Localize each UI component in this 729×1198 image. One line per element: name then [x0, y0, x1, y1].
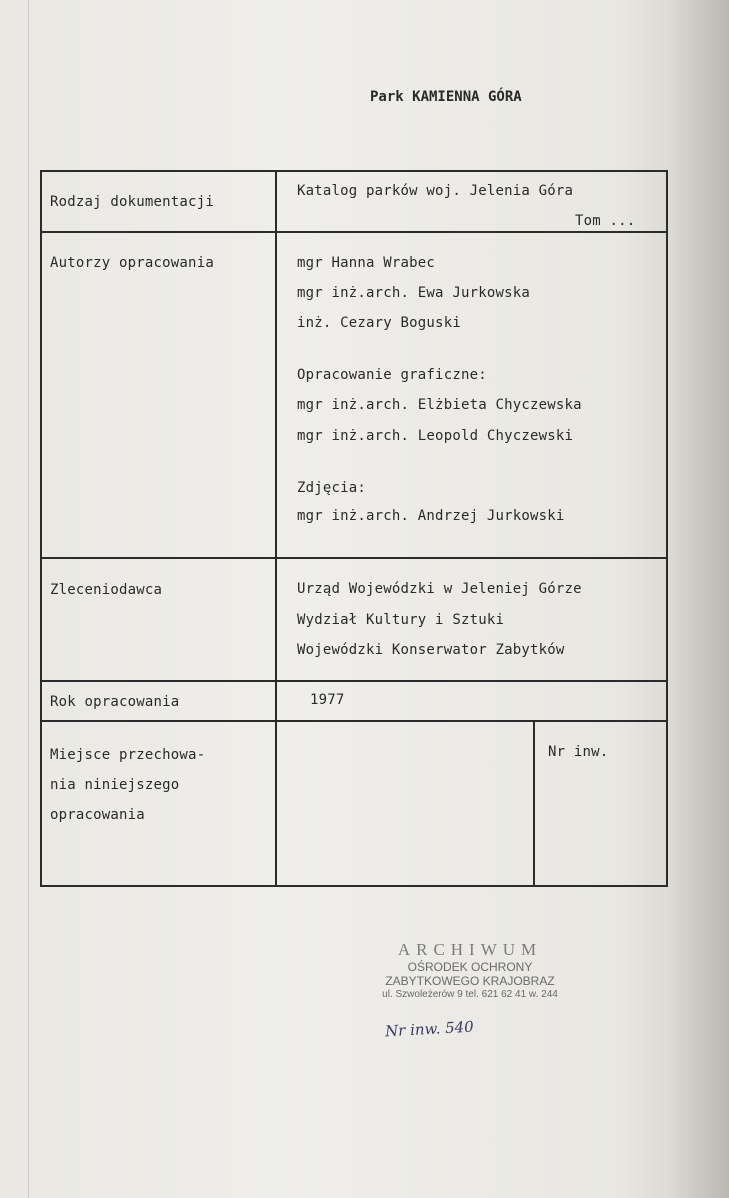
autor-line: mgr inż.arch. Elżbieta Chyczewska — [297, 397, 582, 413]
autor-line: mgr inż.arch. Leopold Chyczewski — [297, 428, 574, 444]
miejsce-label-line: nia niniejszego — [50, 777, 180, 793]
rodzaj-label: Rodzaj dokumentacji — [50, 194, 214, 210]
table-nr-divider — [533, 720, 535, 887]
miejsce-label-line: Miejsce przechowa- — [50, 747, 206, 763]
table-row-divider-1 — [40, 231, 668, 233]
stamp-line: OŚRODEK OCHRONY — [407, 960, 533, 974]
zleceniodawca-line: Urząd Wojewódzki w Jeleniej Górze — [297, 581, 582, 597]
zleceniodawca-line: Wydział Kultury i Sztuki — [297, 612, 505, 628]
stamp-line: ZABYTKOWEGO KRAJOBRAZ — [385, 974, 555, 988]
autor-line: Zdjęcia: — [297, 480, 367, 496]
autor-line: inż. Cezary Boguski — [297, 315, 461, 331]
stamp-title: ARCHIWUM — [397, 940, 543, 959]
page-edge-shadow — [669, 0, 729, 1198]
miejsce-label-line: opracowania — [50, 807, 145, 823]
table-row-divider-3 — [40, 680, 668, 682]
table-border-bottom — [40, 885, 668, 887]
table-row-divider-4 — [40, 720, 668, 722]
table-border-right — [666, 170, 668, 887]
rodzaj-tom: Tom ... — [575, 213, 636, 229]
zleceniodawca-line: Wojewódzki Konserwator Zabytków — [297, 642, 565, 658]
rok-label: Rok opracowania — [50, 694, 180, 710]
zleceniodawca-label: Zleceniodawca — [50, 582, 163, 598]
page-fold-line — [28, 0, 29, 1198]
autorzy-label: Autorzy opracowania — [50, 255, 214, 271]
table-border-top — [40, 170, 668, 172]
page-title: Park KAMIENNA GÓRA — [370, 89, 522, 105]
rok-value: 1977 — [310, 692, 345, 708]
table-column-divider — [275, 170, 277, 887]
autor-line: mgr Hanna Wrabec — [297, 255, 436, 271]
table-border-left — [40, 170, 42, 887]
archive-stamp — [360, 940, 580, 1001]
autor-line: Opracowanie graficzne: — [297, 367, 487, 383]
nr-inw-label: Nr inw. — [548, 744, 609, 760]
handwritten-inventory-number: Nr inw. 540 — [384, 1017, 475, 1041]
autor-line: mgr inż.arch. Andrzej Jurkowski — [297, 508, 565, 524]
stamp-address: ul. Szwoleżerów 9 tel. 621 62 41 w. 244 — [382, 989, 558, 1000]
autor-line: mgr inż.arch. Ewa Jurkowska — [297, 285, 530, 301]
table-row-divider-2 — [40, 557, 668, 559]
rodzaj-value: Katalog parków woj. Jelenia Góra — [297, 183, 574, 199]
